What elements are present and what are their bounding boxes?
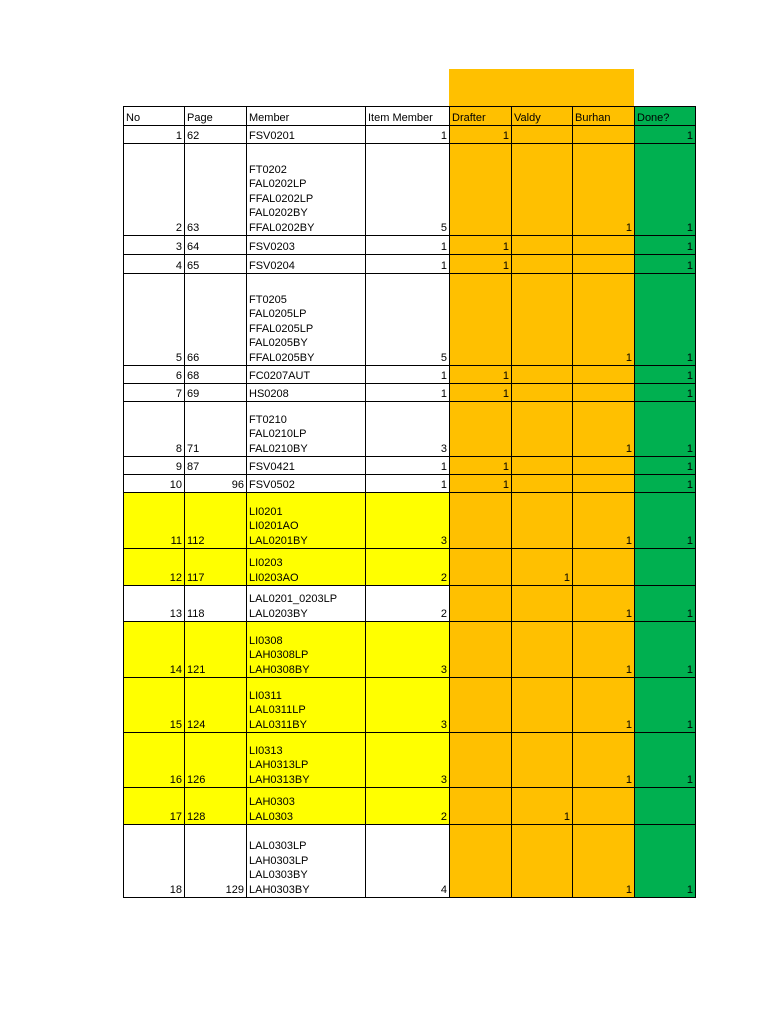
member-code: LAH0313BY — [249, 773, 310, 786]
row-valdy-cell[interactable] — [512, 493, 573, 549]
row-page-cell[interactable]: 124 — [185, 678, 247, 733]
row-member-cell[interactable] — [247, 678, 366, 733]
row-burhan-cell[interactable] — [573, 236, 635, 255]
table-body — [124, 126, 696, 898]
table-row — [124, 144, 696, 236]
row-page-cell[interactable]: 112 — [185, 493, 247, 549]
header-no[interactable]: No — [124, 107, 185, 126]
row-drafter-cell[interactable] — [450, 274, 512, 366]
row-done-cell[interactable]: 1 — [635, 126, 696, 144]
row-valdy-cell[interactable] — [512, 255, 573, 274]
row-drafter-cell[interactable] — [450, 825, 512, 898]
row-burhan-cell[interactable]: 1 — [573, 402, 635, 457]
row-item-member-cell[interactable]: 1 — [366, 475, 450, 493]
member-code: FAL0202BY — [249, 207, 308, 220]
row-done-cell[interactable]: 1 — [635, 825, 696, 898]
table-row — [124, 788, 696, 825]
row-done-cell[interactable]: 1 — [635, 144, 696, 236]
member-code: FFAL0205BY — [249, 351, 315, 364]
row-burhan-cell[interactable] — [573, 384, 635, 402]
row-burhan-cell[interactable] — [573, 457, 635, 475]
row-page-cell[interactable]: 63 — [185, 144, 247, 236]
row-drafter-cell[interactable]: 1 — [450, 384, 512, 402]
row-burhan-cell[interactable]: 1 — [573, 622, 635, 678]
row-item-member-cell[interactable]: 1 — [366, 255, 450, 274]
row-page-cell[interactable]: 126 — [185, 733, 247, 788]
row-done-cell[interactable]: 1 — [635, 493, 696, 549]
row-item-member-cell[interactable]: 3 — [366, 402, 450, 457]
member-code: LAL0311BY — [249, 718, 307, 731]
row-drafter-cell[interactable] — [450, 622, 512, 678]
row-page-cell[interactable]: 118 — [185, 586, 247, 622]
member-code: LAH0308LP — [249, 649, 309, 662]
row-drafter-cell[interactable] — [450, 586, 512, 622]
row-member-cell[interactable] — [247, 384, 366, 402]
row-valdy-cell[interactable]: 1 — [512, 549, 573, 586]
member-code: LI0313 — [249, 744, 283, 757]
member-code: FC0207AUT — [249, 369, 311, 382]
row-drafter-cell[interactable]: 1 — [450, 475, 512, 493]
member-code: FFAL0205LP — [249, 322, 314, 335]
row-done-cell[interactable] — [635, 549, 696, 586]
row-member-cell[interactable] — [247, 825, 366, 898]
row-no-cell[interactable]: 1 — [124, 126, 185, 144]
member-code: LAH0303BY — [249, 883, 310, 896]
row-item-member-cell[interactable]: 1 — [366, 236, 450, 255]
row-burhan-cell[interactable] — [573, 255, 635, 274]
row-drafter-cell[interactable] — [450, 144, 512, 236]
row-valdy-cell[interactable] — [512, 126, 573, 144]
row-valdy-cell[interactable] — [512, 384, 573, 402]
row-no-cell[interactable]: 12 — [124, 549, 185, 586]
header-item-member[interactable]: Item Member — [366, 107, 450, 126]
row-no-cell[interactable]: 18 — [124, 825, 185, 898]
tracking-table — [123, 106, 696, 898]
row-no-cell[interactable]: 15 — [124, 678, 185, 733]
row-done-cell[interactable]: 1 — [635, 255, 696, 274]
member-code: LI0308 — [249, 634, 283, 647]
row-member-cell[interactable] — [247, 733, 366, 788]
row-no-cell[interactable]: 10 — [124, 475, 185, 493]
row-burhan-cell[interactable] — [573, 475, 635, 493]
member-code: FAL0210BY — [249, 442, 308, 455]
row-item-member-cell[interactable]: 3 — [366, 678, 450, 733]
member-code: FSV0421 — [249, 460, 295, 473]
header-page[interactable]: Page — [185, 107, 247, 126]
member-code: FFAL0202BY — [249, 221, 315, 234]
member-code: FAL0205BY — [249, 337, 308, 350]
row-page-cell[interactable]: 121 — [185, 622, 247, 678]
row-burhan-cell[interactable] — [573, 366, 635, 384]
row-item-member-cell[interactable]: 1 — [366, 126, 450, 144]
table-row — [124, 475, 696, 493]
header-valdy[interactable]: Valdy — [512, 107, 573, 126]
row-done-cell[interactable]: 1 — [635, 622, 696, 678]
member-code: FT0202 — [249, 163, 287, 176]
row-drafter-cell[interactable] — [450, 549, 512, 586]
row-member-cell[interactable] — [247, 586, 366, 622]
table-row — [124, 366, 696, 384]
row-valdy-cell[interactable] — [512, 402, 573, 457]
member-code: LI0311 — [249, 689, 282, 702]
row-member-cell[interactable] — [247, 622, 366, 678]
member-code: LAH0313LP — [249, 759, 309, 772]
row-page-cell[interactable]: 65 — [185, 255, 247, 274]
row-burhan-cell[interactable]: 1 — [573, 678, 635, 733]
member-code: FT0210 — [249, 413, 287, 426]
row-burhan-cell[interactable] — [573, 549, 635, 586]
row-drafter-cell[interactable]: 1 — [450, 126, 512, 144]
header-burhan[interactable]: Burhan — [573, 107, 635, 126]
row-burhan-cell[interactable]: 1 — [573, 733, 635, 788]
row-done-cell[interactable]: 1 — [635, 733, 696, 788]
row-drafter-cell[interactable] — [450, 402, 512, 457]
member-code: LI0201AO — [249, 520, 299, 533]
member-code: FFAL0202LP — [249, 192, 314, 205]
row-member-cell[interactable] — [247, 549, 366, 586]
row-page-cell[interactable]: 96 — [185, 475, 247, 493]
row-page-cell[interactable]: 87 — [185, 457, 247, 475]
row-page-cell[interactable]: 71 — [185, 402, 247, 457]
member-code: LI0203AO — [249, 571, 299, 584]
member-code: LAH0303 — [249, 796, 295, 809]
table-row — [124, 384, 696, 402]
member-code: LAL0303 — [249, 810, 294, 823]
row-member-cell[interactable] — [247, 475, 366, 493]
row-item-member-cell[interactable]: 3 — [366, 493, 450, 549]
row-page-cell[interactable]: 69 — [185, 384, 247, 402]
row-valdy-cell[interactable] — [512, 236, 573, 255]
member-code: FSV0201 — [249, 129, 295, 142]
row-no-cell[interactable]: 8 — [124, 402, 185, 457]
row-drafter-cell[interactable] — [450, 788, 512, 825]
header-member[interactable]: Member — [247, 107, 366, 126]
row-page-cell[interactable]: 128 — [185, 788, 247, 825]
row-no-cell[interactable]: 9 — [124, 457, 185, 475]
member-code: FSV0204 — [249, 259, 295, 272]
member-code: LAL0201BY — [249, 534, 308, 547]
row-member-cell[interactable] — [247, 126, 366, 144]
member-code: FAL0210LP — [249, 428, 307, 441]
row-no-cell[interactable]: 7 — [124, 384, 185, 402]
row-no-cell[interactable]: 4 — [124, 255, 185, 274]
table-row — [124, 255, 696, 274]
row-item-member-cell[interactable]: 4 — [366, 825, 450, 898]
row-drafter-cell[interactable] — [450, 493, 512, 549]
row-drafter-cell[interactable]: 1 — [450, 255, 512, 274]
row-no-cell[interactable]: 2 — [124, 144, 185, 236]
row-item-member-cell[interactable]: 3 — [366, 733, 450, 788]
row-valdy-cell[interactable] — [512, 825, 573, 898]
row-done-cell[interactable]: 1 — [635, 586, 696, 622]
table-row — [124, 586, 696, 622]
table-row — [124, 402, 696, 457]
row-item-member-cell[interactable]: 1 — [366, 457, 450, 475]
row-no-cell[interactable]: 16 — [124, 733, 185, 788]
table-row — [124, 274, 696, 366]
row-item-member-cell[interactable]: 5 — [366, 144, 450, 236]
member-code: FT0205 — [249, 293, 287, 306]
row-valdy-cell[interactable] — [512, 274, 573, 366]
row-burhan-cell[interactable]: 1 — [573, 586, 635, 622]
row-done-cell[interactable]: 1 — [635, 475, 696, 493]
row-drafter-cell[interactable] — [450, 733, 512, 788]
row-item-member-cell[interactable]: 2 — [366, 549, 450, 586]
row-no-cell[interactable]: 6 — [124, 366, 185, 384]
row-item-member-cell[interactable]: 3 — [366, 622, 450, 678]
row-drafter-cell[interactable]: 1 — [450, 457, 512, 475]
row-member-cell[interactable] — [247, 788, 366, 825]
row-burhan-cell[interactable] — [573, 126, 635, 144]
row-no-cell[interactable]: 11 — [124, 493, 185, 549]
row-done-cell[interactable] — [635, 788, 696, 825]
row-valdy-cell[interactable] — [512, 678, 573, 733]
row-valdy-cell[interactable] — [512, 366, 573, 384]
row-drafter-cell[interactable] — [450, 678, 512, 733]
row-page-cell[interactable]: 129 — [185, 825, 247, 898]
row-item-member-cell[interactable]: 1 — [366, 384, 450, 402]
table-row — [124, 493, 696, 549]
row-page-cell[interactable]: 62 — [185, 126, 247, 144]
table-row — [124, 825, 696, 898]
row-burhan-cell[interactable]: 1 — [573, 825, 635, 898]
row-valdy-cell[interactable] — [512, 475, 573, 493]
row-item-member-cell[interactable]: 2 — [366, 586, 450, 622]
header-row — [124, 107, 696, 126]
table-row — [124, 549, 696, 586]
row-burhan-cell[interactable]: 1 — [573, 493, 635, 549]
row-drafter-cell[interactable]: 1 — [450, 236, 512, 255]
row-page-cell[interactable]: 68 — [185, 366, 247, 384]
row-valdy-cell[interactable] — [512, 144, 573, 236]
row-done-cell[interactable]: 1 — [635, 384, 696, 402]
row-member-cell[interactable] — [247, 236, 366, 255]
row-page-cell[interactable]: 66 — [185, 274, 247, 366]
table-row — [124, 126, 696, 144]
row-page-cell[interactable]: 64 — [185, 236, 247, 255]
member-code: LAH0303LP — [249, 854, 309, 867]
row-done-cell[interactable]: 1 — [635, 366, 696, 384]
row-no-cell[interactable]: 5 — [124, 274, 185, 366]
member-code: FSV0203 — [249, 240, 295, 253]
row-done-cell[interactable]: 1 — [635, 678, 696, 733]
row-member-cell[interactable] — [247, 274, 366, 366]
row-drafter-cell[interactable]: 1 — [450, 366, 512, 384]
member-code: FSV0502 — [249, 478, 295, 491]
row-done-cell[interactable]: 1 — [635, 402, 696, 457]
row-burhan-cell[interactable]: 1 — [573, 144, 635, 236]
row-member-cell[interactable] — [247, 402, 366, 457]
row-no-cell[interactable]: 3 — [124, 236, 185, 255]
row-no-cell[interactable]: 14 — [124, 622, 185, 678]
member-code: LAL0203BY — [249, 607, 308, 620]
table-row — [124, 678, 696, 733]
member-code: LAH0308BY — [249, 663, 310, 676]
row-no-cell[interactable]: 17 — [124, 788, 185, 825]
member-code: FAL0202LP — [249, 178, 307, 191]
row-item-member-cell[interactable]: 5 — [366, 274, 450, 366]
row-done-cell[interactable]: 1 — [635, 274, 696, 366]
row-item-member-cell[interactable]: 1 — [366, 366, 450, 384]
row-member-cell[interactable] — [247, 457, 366, 475]
member-code: HS0208 — [249, 387, 289, 400]
member-code: FAL0205LP — [249, 308, 307, 321]
row-done-cell[interactable]: 1 — [635, 236, 696, 255]
table-row — [124, 236, 696, 255]
row-done-cell[interactable]: 1 — [635, 457, 696, 475]
row-valdy-cell[interactable] — [512, 586, 573, 622]
row-item-member-cell[interactable]: 2 — [366, 788, 450, 825]
row-no-cell[interactable]: 13 — [124, 586, 185, 622]
header-done[interactable]: Done? — [635, 107, 696, 126]
row-member-cell[interactable] — [247, 366, 366, 384]
row-valdy-cell[interactable] — [512, 622, 573, 678]
header-highlight-band — [449, 69, 634, 106]
row-burhan-cell[interactable] — [573, 788, 635, 825]
row-member-cell[interactable] — [247, 493, 366, 549]
row-valdy-cell[interactable] — [512, 733, 573, 788]
row-page-cell[interactable]: 117 — [185, 549, 247, 586]
member-code: LAL0201_0203LP — [249, 593, 338, 606]
row-valdy-cell[interactable] — [512, 457, 573, 475]
member-code: LAL0303LP — [249, 840, 307, 853]
table-row — [124, 457, 696, 475]
member-code: LAL0311LP — [249, 704, 306, 717]
member-code: LI0201 — [249, 505, 283, 518]
table-row — [124, 622, 696, 678]
row-member-cell[interactable] — [247, 144, 366, 236]
member-code: LAL0303BY — [249, 869, 308, 882]
table-row — [124, 733, 696, 788]
row-member-cell[interactable] — [247, 255, 366, 274]
member-code: LI0203 — [249, 557, 283, 570]
row-valdy-cell[interactable]: 1 — [512, 788, 573, 825]
row-burhan-cell[interactable]: 1 — [573, 274, 635, 366]
header-drafter[interactable]: Drafter — [450, 107, 512, 126]
